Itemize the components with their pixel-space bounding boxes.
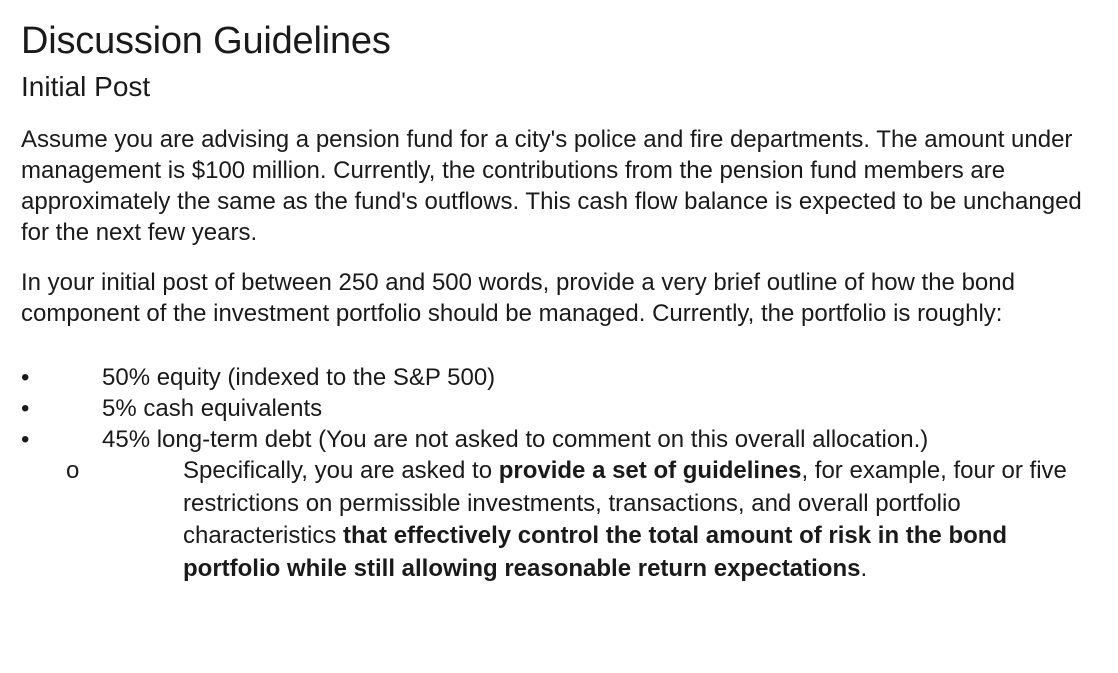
sub-item-part1: Specifically, you are asked to — [183, 457, 499, 484]
bullet-icon: • — [21, 395, 30, 422]
list-item-text: 50% equity (indexed to the S&P 500) — [102, 364, 496, 391]
sub-item-bold2: that effectively control the total amount of risk in the bond portfolio while still allowing reasonable return expectations — [183, 522, 1008, 582]
page-title: Discussion Guidelines — [21, 20, 391, 62]
list-item-text: 45% long-term debt (You are not asked to comment on this overall allocation.) — [102, 426, 929, 453]
sub-item-text — [21, 455, 1098, 585]
list-item — [21, 424, 1098, 455]
allocation-list — [21, 362, 1098, 455]
sub-item-part3: . — [860, 554, 868, 582]
bullet-icon: • — [21, 364, 30, 391]
sub-item-bold1: provide a set of guidelines — [498, 457, 802, 484]
paragraph-instructions: In your initial post of between 250 and 500 words, provide a very brief outline of how the bond component of the investment portfolio should be managed. Currently, the portfolio is roughly: — [21, 269, 1015, 327]
section-subtitle: Initial Post — [21, 71, 151, 102]
bullet-icon: • — [21, 426, 30, 453]
sub-list-item — [21, 455, 1098, 585]
list-item — [21, 362, 1098, 393]
circle-bullet-icon: o — [66, 457, 80, 484]
list-item — [21, 393, 1098, 424]
paragraph-scenario: Assume you are advising a pension fund for a city's police and fire departments. The amount under management is $100 million. Currently, the contributions from the pension fund members are approximately the same as the fund's outflows. This cash flow balance is expected to be unchanged for the next few years. — [21, 126, 1082, 246]
list-item-text: 5% cash equivalents — [102, 395, 323, 422]
sub-item-part2: , for example, four or five restrictions on permissible investments, transactions, and overall portfolio characteristics — [183, 457, 1067, 549]
